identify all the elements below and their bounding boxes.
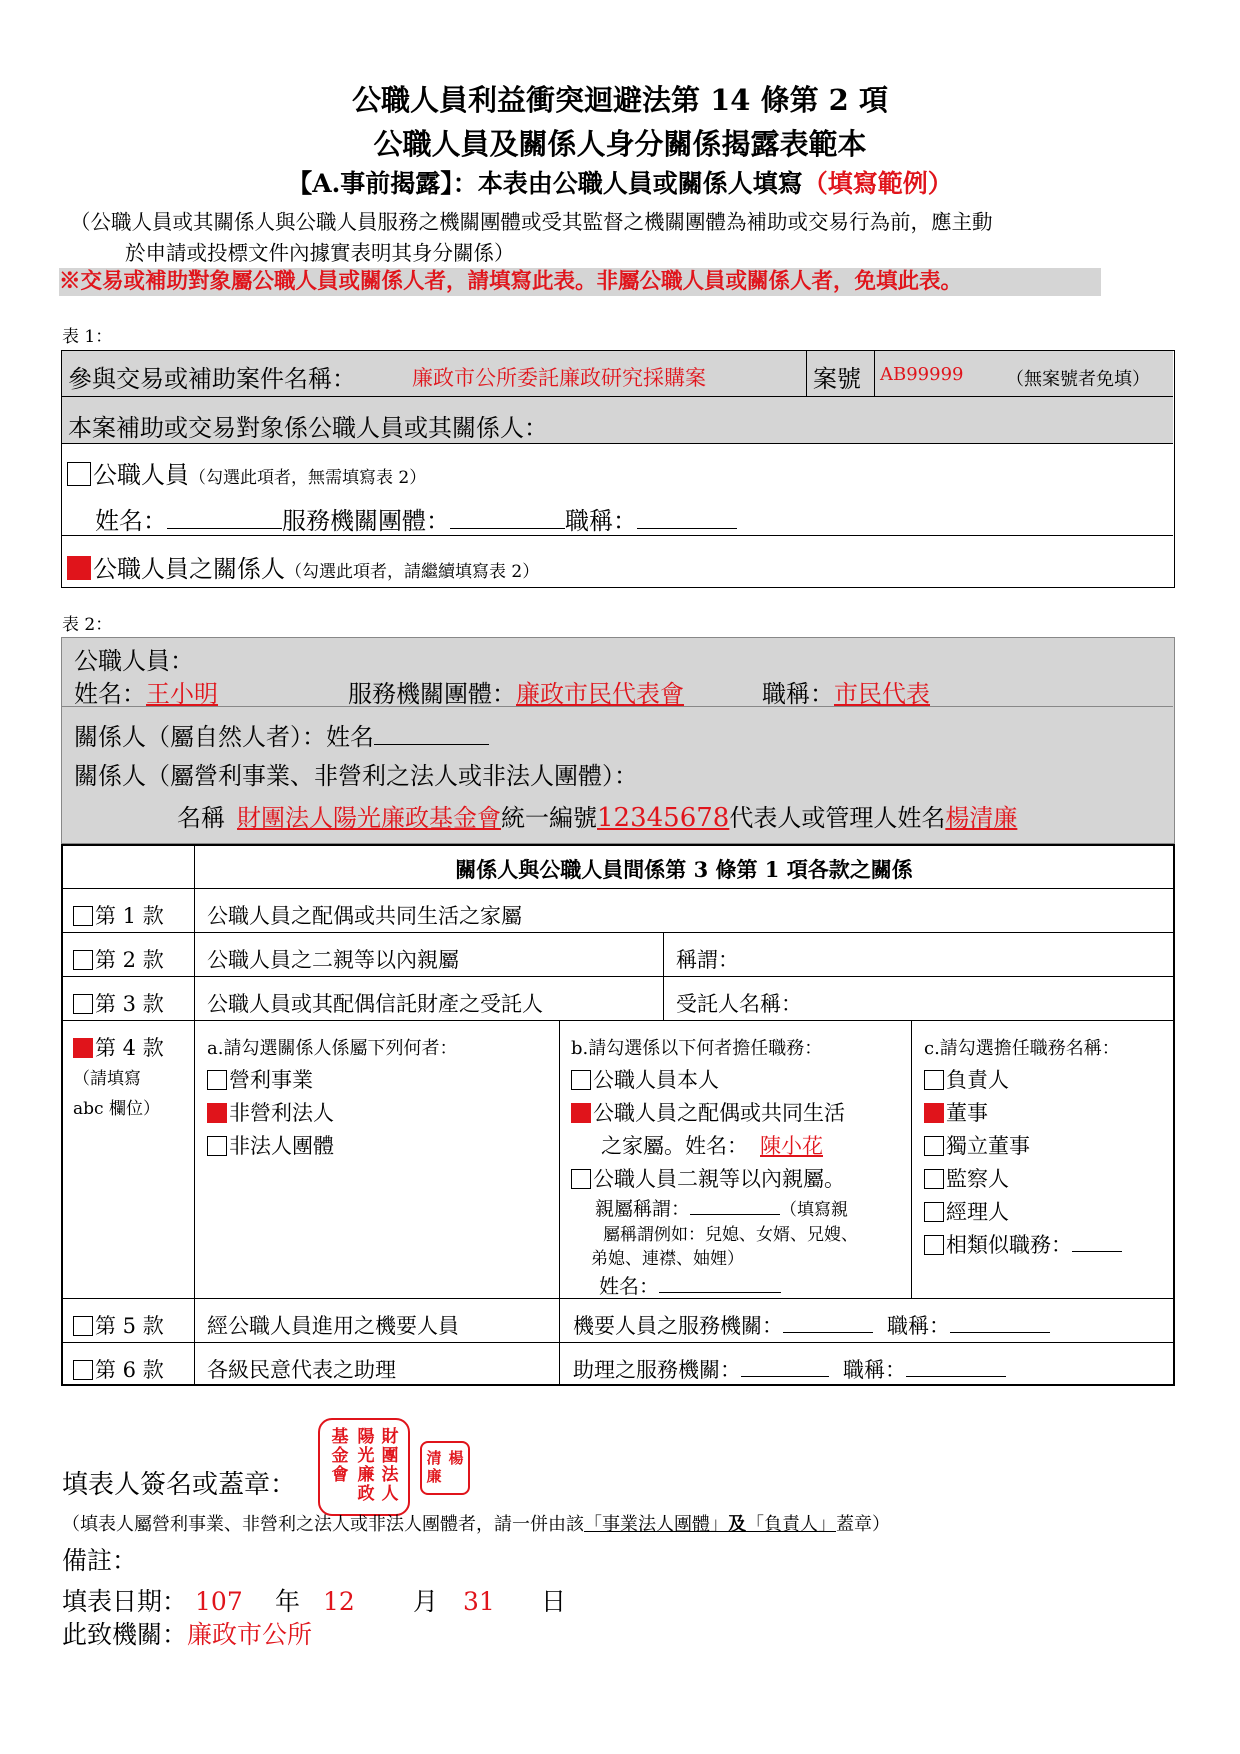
b-rel-note2: 屬稱謂例如：兒媳、女婿、兄嫂、	[603, 1225, 858, 1245]
corporate-seal-text	[320, 1420, 408, 1514]
table1-label: 表 1：	[62, 327, 113, 347]
b-opt-2-label: 公職人員之配偶或共同生活	[593, 1101, 845, 1125]
c-opt-6-label: 相類似職務：	[946, 1233, 1072, 1257]
item6-title-label: 職稱：	[843, 1358, 906, 1382]
b-opt-3-checkbox[interactable]	[571, 1169, 591, 1189]
date-label: 填表日期：	[62, 1587, 188, 1616]
personal-seal	[420, 1441, 470, 1495]
t2-agency-label: 服務機關團體：	[348, 680, 516, 708]
official-name-blank[interactable]	[167, 506, 282, 529]
c-opt-1	[924, 1064, 1009, 1094]
item5-label: 第 5 款	[95, 1314, 164, 1338]
official-agency-blank[interactable]	[450, 506, 565, 529]
c-opt-5	[924, 1196, 1009, 1226]
corp-rep-label: 代表人或管理人姓名	[729, 804, 946, 832]
a-opt-1-checkbox[interactable]	[207, 1070, 227, 1090]
item6-fields	[573, 1354, 1006, 1384]
c-opt-1-label: 負責人	[946, 1068, 1009, 1092]
sign-note-q1: 「事業法人團體」	[584, 1514, 728, 1535]
item3-desc: 公職人員或其配偶信託財產之受託人	[207, 992, 543, 1016]
official-fields	[95, 501, 737, 536]
svg-text:人: 人	[381, 1484, 399, 1504]
official-checkbox[interactable]	[67, 462, 91, 486]
svg-text:財: 財	[381, 1427, 399, 1447]
title-line-2: 公職人員及關係人身分關係揭露表範本	[373, 127, 867, 161]
c-opt-4	[924, 1163, 1009, 1193]
sign-note	[62, 1510, 890, 1536]
official-agency-label: 服務機關團體：	[282, 507, 450, 535]
corporate-seal	[318, 1418, 410, 1516]
t2-name-label: 姓名：	[74, 680, 146, 708]
relationship-header: 關係人與公職人員間係第 3 條第 1 項各款之關係	[455, 857, 913, 882]
date-month-label: 月	[413, 1587, 439, 1616]
date-year: 107	[195, 1587, 243, 1616]
date-year-label: 年	[275, 1587, 301, 1616]
table1	[61, 350, 1175, 588]
header-note-1: （公職人員或其關係人與公職人員服務之機關團體或受其監督之機關團體為補助或交易行為前，應主動	[70, 210, 993, 234]
svg-text:廉: 廉	[357, 1465, 375, 1485]
b-rel-label: 親屬稱謂：	[595, 1198, 691, 1220]
b-opt-2	[571, 1097, 845, 1127]
sign-note-q2: 「負責人」	[746, 1514, 836, 1535]
svg-text:政: 政	[357, 1484, 375, 1504]
item4-note2: abc 欄位）	[73, 1099, 160, 1119]
sign-note-post: 蓋章）	[836, 1514, 890, 1535]
item2	[73, 944, 164, 974]
item6-agency-blank[interactable]	[741, 1357, 829, 1377]
official-note: （勾選此項者，無需填寫表 2）	[189, 468, 427, 488]
a-opt-3	[207, 1130, 334, 1160]
recipient-value: 廉政市公所	[187, 1620, 313, 1649]
item6-desc: 各級民意代表之助理	[207, 1358, 396, 1382]
related-person-checkbox[interactable]	[67, 556, 91, 580]
official-label: 公職人員	[93, 461, 189, 489]
b-opt-1	[571, 1064, 719, 1094]
official-heading: 公職人員：	[74, 647, 194, 675]
b-rel-line	[595, 1194, 848, 1221]
warning-text: ※交易或補助對象屬公職人員或關係人者，請填寫此表。非屬公職人員或關係人者，免填此表。	[59, 269, 963, 294]
title-line-1: 公職人員利益衝突迴避法第 14 條第 2 項	[352, 83, 888, 117]
item6-agency-label: 助理之服務機關：	[573, 1358, 741, 1382]
item2-desc: 公職人員之二親等以內親屬	[207, 948, 459, 972]
item5-agency-blank[interactable]	[783, 1313, 873, 1333]
c-opt-2-label: 董事	[946, 1101, 988, 1125]
c-opt-4-label: 監察人	[946, 1167, 1009, 1191]
b-opt-2-name-label: 之家屬。姓名：	[601, 1134, 748, 1158]
b-opt-3	[571, 1163, 845, 1193]
item5-title-blank[interactable]	[950, 1313, 1050, 1333]
b-opt-1-checkbox[interactable]	[571, 1070, 591, 1090]
related-person-note: （勾選此項者，請繼續填寫表 2）	[285, 562, 540, 582]
c-opt-6-blank[interactable]	[1072, 1232, 1122, 1252]
option-related-person	[67, 549, 539, 584]
corp-id-label: 統一編號	[501, 804, 597, 832]
corp-info-line	[177, 798, 1017, 833]
item6-checkbox[interactable]	[73, 1360, 93, 1380]
case-no-note: （無案號者免填）	[1006, 369, 1150, 390]
sign-label: 填表人簽名或蓋章：	[62, 1470, 297, 1500]
svg-text:團: 團	[381, 1446, 399, 1466]
b-name-line	[599, 1270, 781, 1299]
item5-agency-label: 機要人員之服務機關：	[573, 1314, 783, 1338]
item1-label: 第 1 款	[95, 904, 164, 928]
item5-desc: 經公職人員進用之機要人員	[207, 1314, 459, 1338]
official-name-label: 姓名：	[95, 507, 167, 535]
c-opt-2-checkbox[interactable]	[924, 1103, 944, 1123]
c-opt-2	[924, 1097, 988, 1127]
c-opt-3	[924, 1130, 1030, 1160]
svg-text:楊: 楊	[448, 1449, 464, 1467]
related-person-label: 公職人員之關係人	[93, 555, 285, 583]
b-name-blank[interactable]	[659, 1274, 781, 1293]
date-day: 31	[463, 1587, 495, 1616]
header-note-2: 於申請或投標文件內據實表明其身分關係）	[125, 241, 515, 265]
c-opt-6-checkbox[interactable]	[924, 1235, 944, 1255]
item4-note1: （請填寫	[73, 1069, 141, 1089]
a-opt-3-checkbox[interactable]	[207, 1136, 227, 1156]
b-opt-2-name-value: 陳小花	[760, 1134, 823, 1158]
official-title-label: 職稱：	[565, 507, 637, 535]
svg-text:光: 光	[357, 1446, 375, 1466]
col-b-title: b.請勾選係以下何者擔任職務：	[571, 1038, 823, 1059]
corp-id-value: 12345678	[597, 803, 730, 833]
case-name-label: 參與交易或補助案件名稱：	[68, 365, 356, 393]
c-opt-3-checkbox[interactable]	[924, 1136, 944, 1156]
sign-note-and: 及	[728, 1514, 746, 1535]
t2-name-value: 王小明	[146, 680, 218, 708]
c-opt-3-label: 獨立董事	[946, 1134, 1030, 1158]
item3-label: 第 3 款	[95, 992, 164, 1016]
remark-label: 備註：	[62, 1546, 138, 1575]
a-opt-2-label: 非營利法人	[229, 1101, 334, 1125]
table2-top	[61, 637, 1175, 844]
b-opt-2-checkbox[interactable]	[571, 1103, 591, 1123]
col-a-title: a.請勾選關係人係屬下列何者：	[207, 1038, 458, 1059]
b-opt-3-label: 公職人員二親等以內親屬。	[593, 1167, 845, 1191]
a-opt-2-checkbox[interactable]	[207, 1103, 227, 1123]
item5	[73, 1310, 164, 1340]
t2-title-label: 職稱：	[762, 680, 834, 708]
svg-text:清: 清	[426, 1449, 442, 1467]
item1-desc: 公職人員之配偶或共同生活之家屬	[207, 904, 522, 928]
corp-name-value: 財團法人陽光廉政基金會	[237, 804, 501, 832]
subtitle-main: 【A.事前揭露】：本表由公職人員或關係人填寫	[287, 169, 803, 198]
warning-bar	[59, 268, 1101, 296]
item6-title-blank[interactable]	[906, 1357, 1006, 1377]
corp-name-label: 名稱	[177, 804, 225, 832]
item2-extra: 稱謂：	[676, 948, 739, 972]
official-info-line	[74, 674, 994, 709]
c-opt-6	[924, 1229, 1122, 1259]
natural-person-label: 關係人（屬自然人者）：姓名	[74, 723, 374, 751]
item6	[73, 1354, 164, 1384]
personal-seal-text	[422, 1443, 468, 1493]
sign-note-pre: （填表人屬營利事業、非營利之法人或非法人團體者，請一併由該	[62, 1514, 584, 1535]
svg-text:金: 金	[331, 1446, 349, 1466]
case-no-value: AB99999	[880, 364, 964, 385]
item5-title-label: 職稱：	[887, 1314, 950, 1338]
subtitle-example: （填寫範例）	[802, 169, 953, 198]
t2-title-value: 市民代表	[834, 680, 930, 708]
t2-agency-value: 廉政市民代表會	[516, 680, 684, 708]
c-opt-1-checkbox[interactable]	[924, 1070, 944, 1090]
svg-text:法: 法	[381, 1465, 399, 1485]
item4-checkbox[interactable]	[73, 1038, 93, 1058]
item5-fields	[573, 1310, 1050, 1340]
date-month: 12	[323, 1587, 355, 1616]
natural-person-blank[interactable]	[374, 722, 489, 745]
recipient-label: 此致機關：	[62, 1620, 188, 1649]
item5-checkbox[interactable]	[73, 1316, 93, 1336]
svg-text:陽: 陽	[357, 1427, 375, 1447]
c-opt-5-label: 經理人	[946, 1200, 1009, 1224]
a-opt-2	[207, 1097, 334, 1127]
case-no-label: 案號	[813, 365, 861, 393]
official-title-blank[interactable]	[637, 506, 737, 529]
item4-label: 第 4 款	[95, 1036, 164, 1060]
recipient-line	[62, 1615, 312, 1651]
b-opt-1-label: 公職人員本人	[593, 1068, 719, 1092]
c-opt-4-checkbox[interactable]	[924, 1169, 944, 1189]
item6-label: 第 6 款	[95, 1358, 164, 1382]
a-opt-3-label: 非法人團體	[229, 1134, 334, 1158]
date-day-label: 日	[541, 1587, 567, 1616]
subtitle	[0, 164, 1240, 200]
item4	[73, 1032, 164, 1062]
corp-label: 關係人（屬營利事業、非營利之法人或非法人團體）：	[74, 762, 638, 790]
svg-text:廉: 廉	[426, 1467, 442, 1485]
relationship-table	[61, 844, 1175, 1386]
option-official	[67, 455, 426, 490]
date-line	[62, 1582, 566, 1618]
b-rel-note1: （填寫親	[780, 1200, 849, 1220]
col-c-title: c.請勾選擔任職務名稱：	[924, 1038, 1120, 1059]
b-name-label: 姓名：	[599, 1274, 659, 1298]
svg-text:基: 基	[331, 1427, 349, 1447]
item1-checkbox[interactable]	[73, 906, 93, 926]
table2-label: 表 2：	[62, 615, 113, 635]
item3-extra: 受託人名稱：	[676, 992, 802, 1016]
case-name-value: 廉政市公所委託廉政研究採購案	[412, 366, 706, 390]
b-rel-blank[interactable]	[690, 1197, 780, 1215]
item3-checkbox[interactable]	[73, 994, 93, 1014]
b-rel-note3: 弟媳、連襟、妯娌）	[591, 1249, 744, 1269]
a-opt-1-label: 營利事業	[229, 1068, 313, 1092]
item1	[73, 900, 164, 930]
c-opt-5-checkbox[interactable]	[924, 1202, 944, 1222]
a-opt-1	[207, 1064, 313, 1094]
item2-label: 第 2 款	[95, 948, 164, 972]
natural-person-line	[74, 717, 489, 752]
svg-text:會: 會	[331, 1465, 349, 1485]
corp-rep-value: 楊清廉	[945, 804, 1018, 832]
b-opt-2-line2	[601, 1130, 831, 1160]
item3	[73, 988, 164, 1018]
table1-row2-label: 本案補助或交易對象係公職人員或其關係人：	[68, 414, 548, 442]
item2-checkbox[interactable]	[73, 950, 93, 970]
